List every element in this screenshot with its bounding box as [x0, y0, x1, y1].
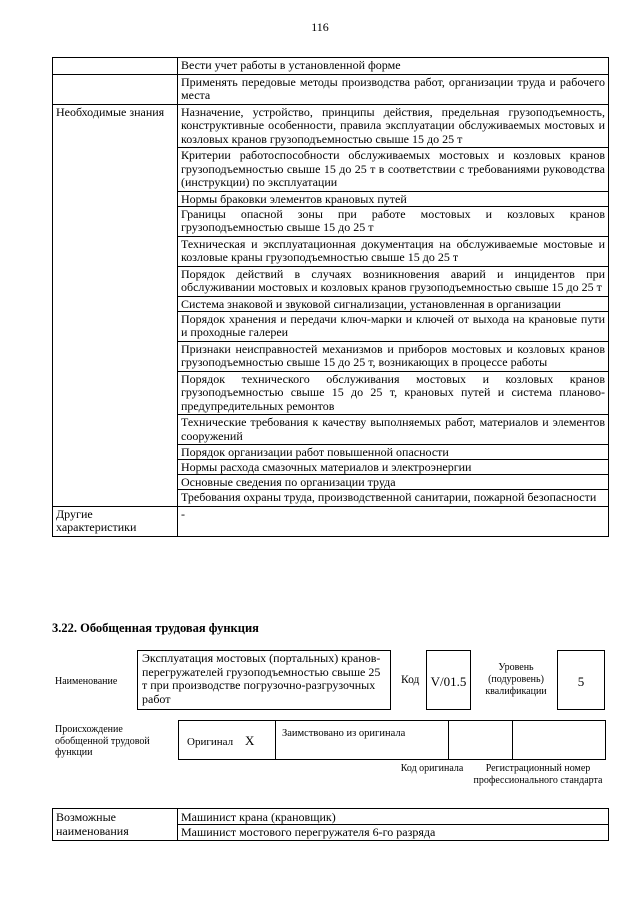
table-row	[53, 74, 609, 104]
knowledge-item: Порядок технического обслуживания мостовых и козловых кранов грузоподъемностью свыше 15 до 25 т, крановых путей и система планово-предупредительных ремонтов	[178, 371, 609, 415]
function-code: V/01.5	[426, 650, 471, 710]
page-number: 116	[311, 20, 329, 34]
original-code-caption: Код оригинала	[400, 763, 464, 774]
registration-number-caption: Регистрационный номер профессионального стандарта	[473, 763, 603, 786]
other-label: Другие характеристики	[53, 506, 178, 536]
possible-names-table	[52, 808, 609, 841]
empty-label-cell	[53, 74, 178, 104]
skill-item: Вести учет работы в установленной форме	[178, 58, 609, 75]
knowledge-item: Признаки неисправностей механизмов и приборов мостовых и козловых кранов грузоподъемностью свыше 15 до 25 т, возникающих в процессе работы	[178, 341, 609, 371]
skill-item: Применять передовые методы производства работ, организации труда и рабочего места	[178, 74, 609, 104]
knowledge-item: Порядок действий в случаях возникновения аварий и инцидентов при обслуживании мостовых и козловых кранов грузоподъемностью свыше 15 до 25 т	[178, 266, 609, 296]
section-heading: 3.22. Обобщенная трудовая функция	[52, 621, 259, 635]
job-title: Машинист мостового перегружателя 6-го разряда	[178, 824, 608, 839]
origin-label: Происхождение обобщенной трудовой функции	[55, 724, 150, 758]
original-code-cell	[449, 721, 513, 759]
function-code-label: Код	[401, 674, 420, 686]
knowledge-item: Назначение, устройство, принципы действия, предельная грузоподъемность, конструктивные особенности, правила эксплуатации обслуживаемых мостовых и козловых кранов грузоподъемностью свыше 15 до 25 т	[178, 104, 609, 148]
table-row	[53, 506, 609, 536]
knowledge-item: Границы опасной зоны при работе мостовых и козловых кранов грузоподъемностью свыше 15 до 25 т	[178, 206, 609, 236]
knowledge-table	[52, 57, 609, 537]
table-row	[53, 809, 609, 841]
qualification-level: 5	[557, 650, 605, 710]
knowledge-item: Порядок организации работ повышенной опасности	[178, 445, 609, 460]
qualification-level-label: Уровень (подуровень) квалификации	[485, 662, 547, 697]
knowledge-item: Нормы расхода смазочных материалов и электроэнергии	[178, 460, 609, 475]
origin-box	[178, 720, 606, 760]
function-name: Эксплуатация мостовых (портальных) кранов-перегружателей грузоподъемностью свыше 25 т при производстве погрузочно-разгрузочных работ	[137, 650, 391, 710]
table-row	[53, 104, 609, 148]
knowledge-item: Техническая и эксплуатационная документация на обслуживаемые мостовые и козловые краны грузоподъемностью свыше 15 до 25 т	[178, 236, 609, 266]
function-name-label: Наименование	[55, 676, 118, 687]
knowledge-item: Порядок хранения и передачи ключ-марки и ключей от выхода на крановые пути и проходные галереи	[178, 311, 609, 341]
original-mark: X	[245, 733, 255, 748]
knowledge-label: Необходимые знания	[53, 104, 178, 506]
possible-names-label: Возможные наименования	[53, 809, 178, 841]
table-row	[53, 58, 609, 75]
possible-names-cell	[178, 809, 609, 841]
job-title: Машинист крана (крановщик)	[181, 810, 336, 824]
borrowed-cell	[276, 721, 449, 759]
registration-number-cell	[513, 721, 605, 759]
borrowed-label: Заимствовано из оригинала	[282, 728, 406, 739]
original-label: Оригинал	[187, 736, 234, 748]
knowledge-item: Система знаковой и звуковой сигнализации, установленная в организации	[178, 296, 609, 311]
original-cell	[179, 721, 276, 759]
empty-label-cell	[53, 58, 178, 75]
knowledge-item: Основные сведения по организации труда	[178, 475, 609, 490]
knowledge-item: Технические требования к качеству выполняемых работ, материалов и элементов сооружений	[178, 415, 609, 445]
knowledge-item: Критерии работоспособности обслуживаемых мостовых и козловых кранов грузоподъемностью свыше 15 до 25 т в соответствии с требованиями руководства (инструкции) по эксплуатации	[178, 148, 609, 192]
knowledge-item: Нормы браковки элементов крановых путей	[178, 191, 609, 206]
knowledge-item: Требования охраны труда, производственной санитарии, пожарной безопасности	[178, 490, 609, 507]
other-value: -	[178, 506, 609, 536]
